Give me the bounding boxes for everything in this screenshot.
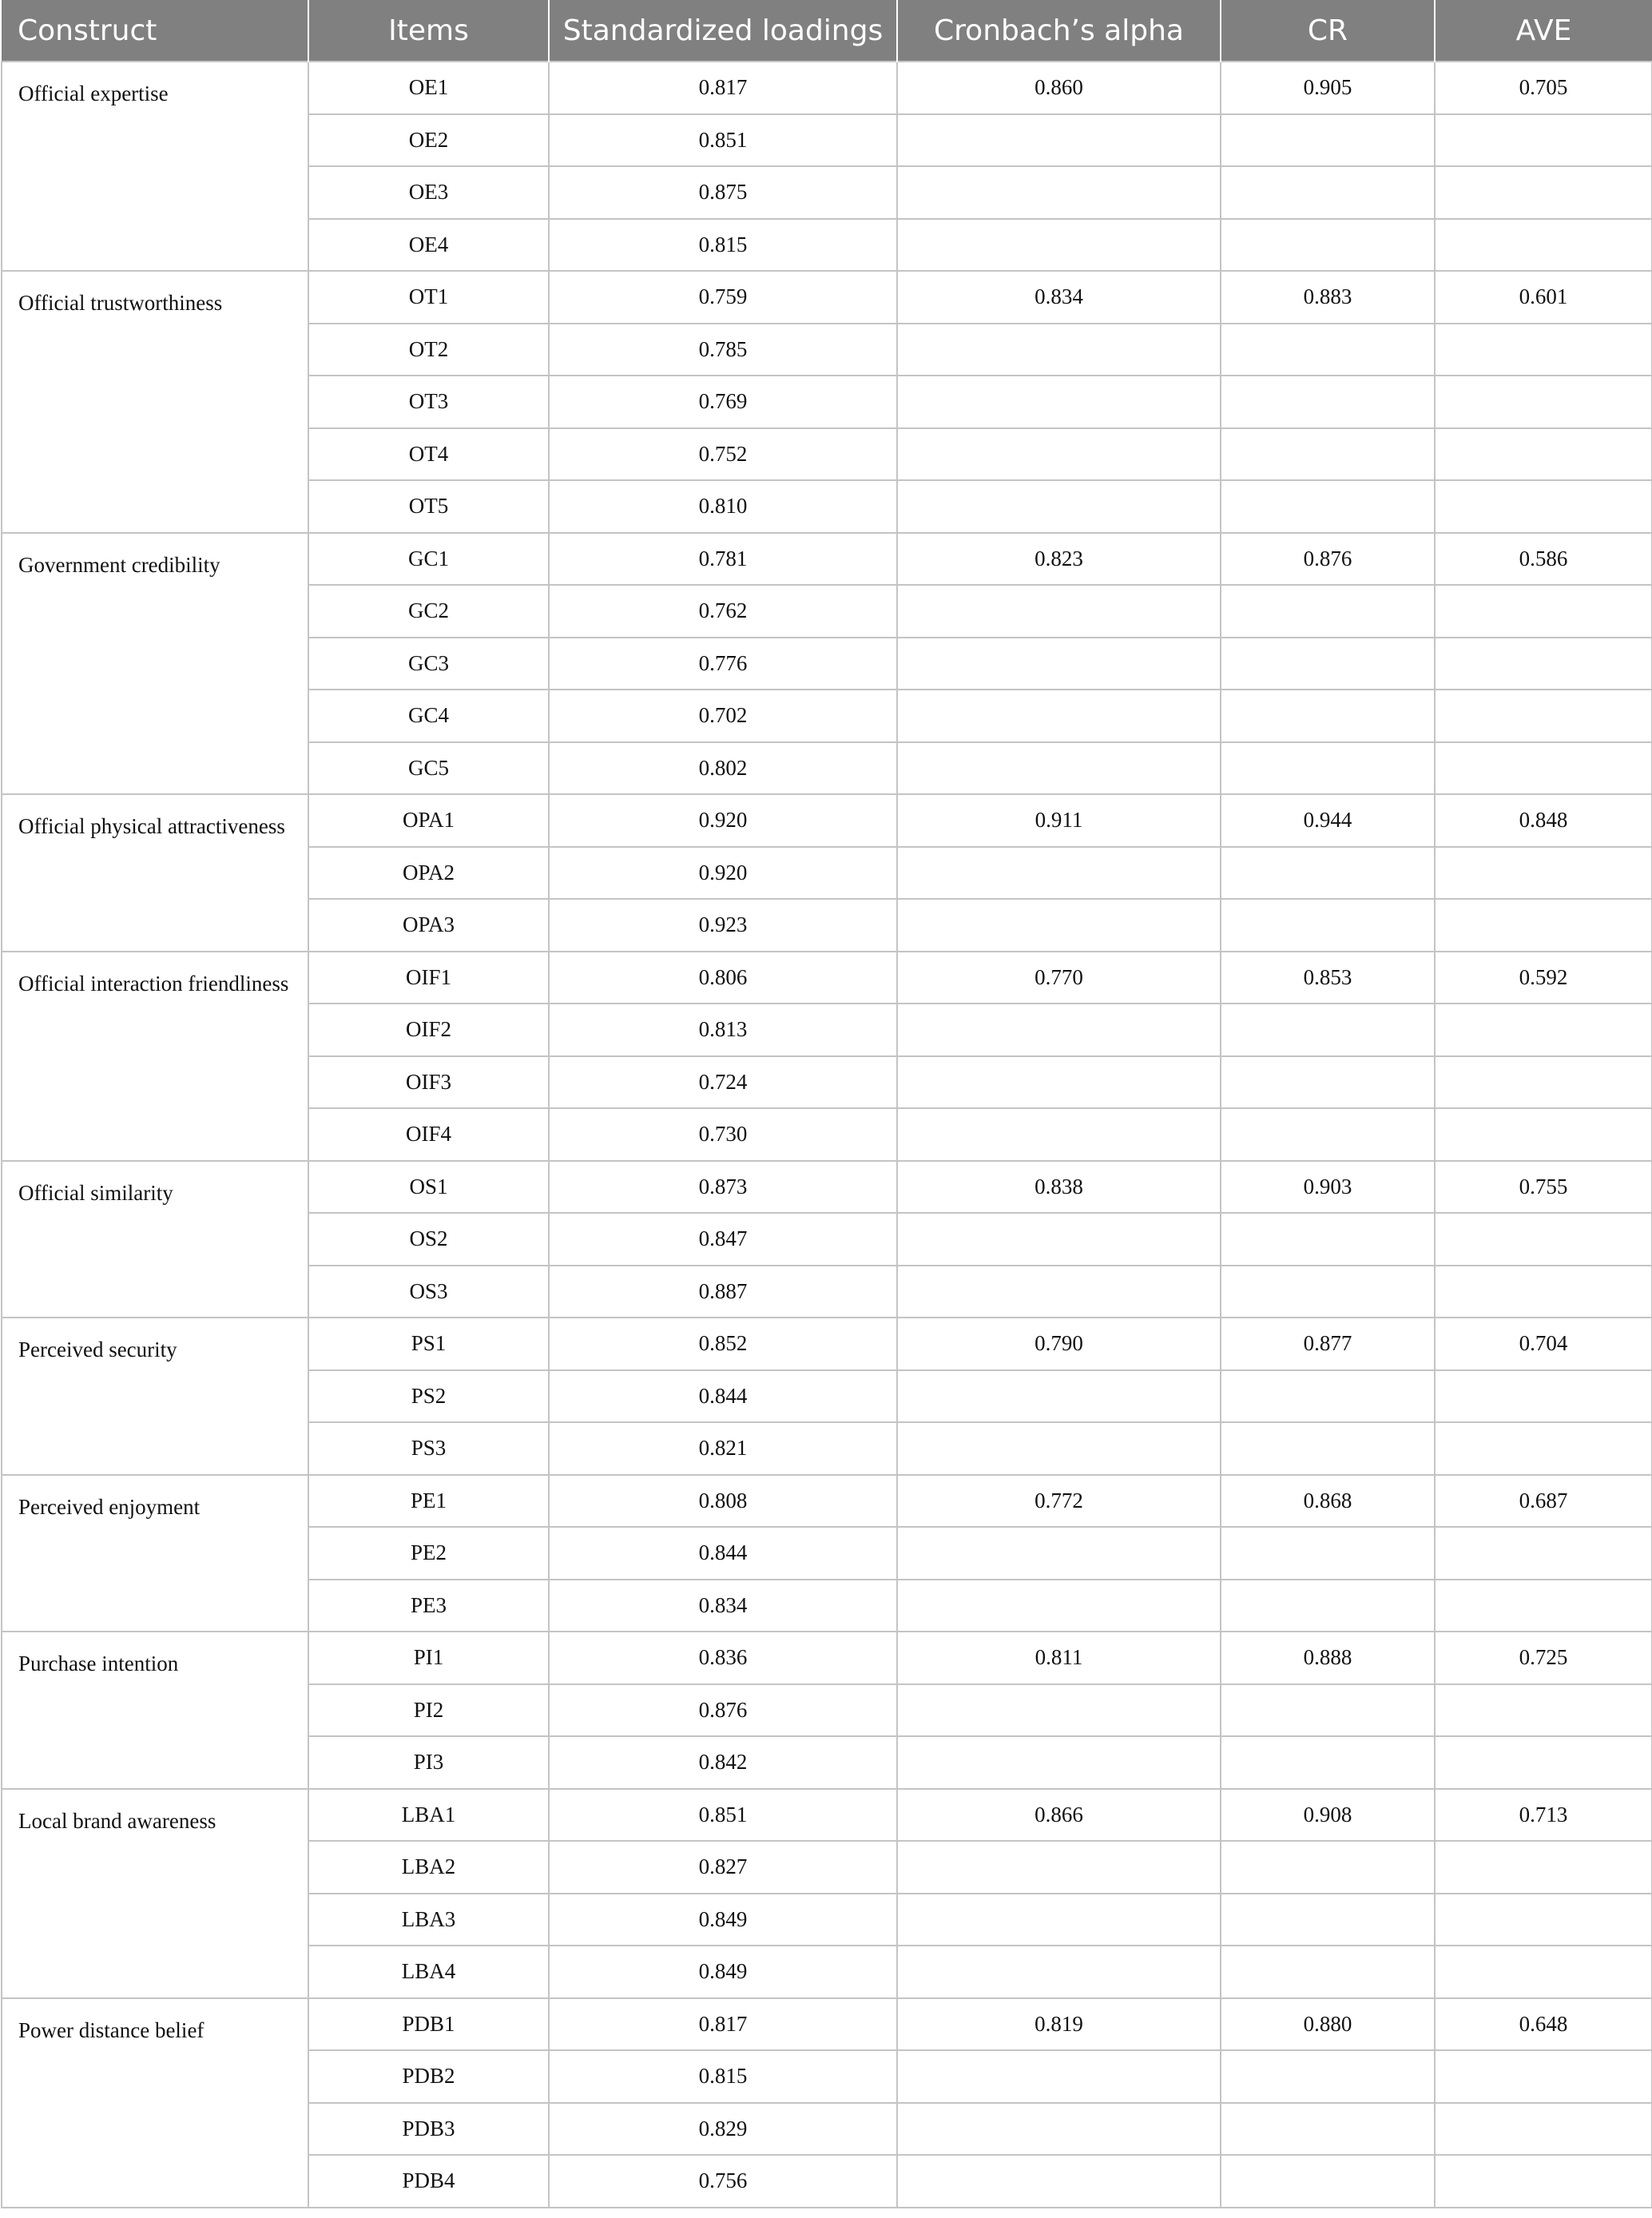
loading-cell: 0.815 — [549, 2050, 897, 2103]
ave-cell: 0.648 — [1435, 1998, 1652, 2051]
loading-cell: 0.806 — [549, 952, 897, 1004]
table-row — [2, 952, 1652, 1004]
ave-cell-empty — [1435, 1370, 1652, 1423]
loading-cell: 0.802 — [549, 742, 897, 795]
loading-cell: 0.702 — [549, 690, 897, 742]
construct-cell — [2, 1475, 308, 1632]
alpha-cell-empty — [897, 585, 1221, 638]
item-cell: PS1 — [308, 1318, 549, 1370]
item-cell: OT3 — [308, 376, 549, 428]
ave-cell: 0.592 — [1435, 952, 1652, 1004]
ave-cell-empty — [1435, 2155, 1652, 2208]
construct-label: Perceived security — [18, 1338, 177, 1361]
header-cronbachs-alpha: Cronbach’s alpha — [897, 0, 1221, 62]
loading-cell: 0.815 — [549, 219, 897, 272]
loading-cell: 0.769 — [549, 376, 897, 428]
loading-cell: 0.851 — [549, 114, 897, 167]
construct-cell — [2, 794, 308, 952]
alpha-cell-empty — [897, 2103, 1221, 2156]
item-cell: PE2 — [308, 1527, 549, 1580]
cr-cell-empty — [1221, 480, 1435, 533]
loading-cell: 0.817 — [549, 62, 897, 114]
item-cell: PS2 — [308, 1370, 549, 1423]
cr-cell-empty — [1221, 690, 1435, 742]
loading-cell: 0.827 — [549, 1841, 897, 1894]
measurement-model-table — [1, 0, 1652, 2208]
item-cell: PDB3 — [308, 2103, 549, 2156]
item-cell: OE1 — [308, 62, 549, 114]
table-row — [2, 1632, 1652, 1684]
loading-cell: 0.875 — [549, 166, 897, 219]
item-cell: LBA1 — [308, 1789, 549, 1842]
cr-cell-empty — [1221, 166, 1435, 219]
alpha-cell-empty — [897, 1946, 1221, 1998]
loading-cell: 0.752 — [549, 428, 897, 481]
construct-label: Official expertise — [18, 81, 169, 105]
header-cr: CR — [1221, 0, 1435, 62]
table-row — [2, 533, 1652, 586]
construct-cell — [2, 1318, 308, 1475]
item-cell: PI1 — [308, 1632, 549, 1684]
alpha-cell-empty — [897, 1266, 1221, 1318]
alpha-cell-empty — [897, 1736, 1221, 1789]
ave-cell-empty — [1435, 1946, 1652, 1998]
loading-cell: 0.808 — [549, 1475, 897, 1528]
construct-label: Official trustworthiness — [18, 291, 223, 315]
ave-cell-empty — [1435, 1266, 1652, 1318]
cr-cell-empty — [1221, 1370, 1435, 1423]
cr-cell-empty — [1221, 428, 1435, 481]
alpha-cell-empty — [897, 2050, 1221, 2103]
item-cell: GC5 — [308, 742, 549, 795]
cr-cell-empty — [1221, 114, 1435, 167]
ave-cell-empty — [1435, 638, 1652, 690]
ave-cell-empty — [1435, 2050, 1652, 2103]
loading-cell: 0.785 — [549, 324, 897, 376]
construct-label: Local brand awareness — [18, 1808, 216, 1833]
alpha-cell: 0.838 — [897, 1161, 1221, 1214]
ave-cell-empty — [1435, 324, 1652, 376]
alpha-cell: 0.790 — [897, 1318, 1221, 1370]
table-body — [2, 62, 1652, 2208]
ave-cell-empty — [1435, 1108, 1652, 1161]
alpha-cell: 0.823 — [897, 533, 1221, 586]
cr-cell-empty — [1221, 1946, 1435, 1998]
loading-cell: 0.730 — [549, 1108, 897, 1161]
cr-cell-empty — [1221, 899, 1435, 952]
alpha-cell-empty — [897, 1056, 1221, 1109]
item-cell: OT4 — [308, 428, 549, 481]
loading-cell: 0.829 — [549, 2103, 897, 2156]
construct-label: Purchase intention — [18, 1652, 179, 1675]
ave-cell: 0.725 — [1435, 1632, 1652, 1684]
alpha-cell-empty — [897, 1422, 1221, 1475]
loading-cell: 0.887 — [549, 1266, 897, 1318]
item-cell: PI2 — [308, 1684, 549, 1737]
table-row — [2, 1998, 1652, 2051]
loading-cell: 0.813 — [549, 1004, 897, 1056]
construct-label: Perceived enjoyment — [18, 1494, 201, 1519]
item-cell: OIF1 — [308, 952, 549, 1004]
ave-cell-empty — [1435, 480, 1652, 533]
loading-cell: 0.873 — [549, 1161, 897, 1214]
item-cell: OPA3 — [308, 899, 549, 952]
alpha-cell-empty — [897, 219, 1221, 272]
ave-cell-empty — [1435, 1527, 1652, 1580]
alpha-cell-empty — [897, 428, 1221, 481]
alpha-cell-empty — [897, 1213, 1221, 1266]
alpha-cell-empty — [897, 166, 1221, 219]
cr-cell-empty — [1221, 847, 1435, 900]
alpha-cell: 0.770 — [897, 952, 1221, 1004]
construct-label: Official similarity — [18, 1180, 173, 1205]
item-cell: PI3 — [308, 1736, 549, 1789]
loading-cell: 0.756 — [549, 2155, 897, 2208]
alpha-cell: 0.911 — [897, 794, 1221, 847]
loading-cell: 0.844 — [549, 1527, 897, 1580]
item-cell: PE1 — [308, 1475, 549, 1528]
item-cell: OT5 — [308, 480, 549, 533]
alpha-cell-empty — [897, 114, 1221, 167]
ave-cell: 0.705 — [1435, 62, 1652, 114]
ave-cell-empty — [1435, 1056, 1652, 1109]
loading-cell: 0.776 — [549, 638, 897, 690]
loading-cell: 0.844 — [549, 1370, 897, 1423]
loading-cell: 0.821 — [549, 1422, 897, 1475]
loading-cell: 0.842 — [549, 1736, 897, 1789]
cr-cell-empty — [1221, 742, 1435, 795]
table-row — [2, 794, 1652, 847]
table-row — [2, 271, 1652, 324]
item-cell: PE3 — [308, 1580, 549, 1632]
ave-cell-empty — [1435, 1004, 1652, 1056]
cr-cell: 0.908 — [1221, 1789, 1435, 1842]
cr-cell: 0.877 — [1221, 1318, 1435, 1370]
ave-cell-empty — [1435, 1213, 1652, 1266]
loading-cell: 0.724 — [549, 1056, 897, 1109]
cr-cell-empty — [1221, 1056, 1435, 1109]
ave-cell-empty — [1435, 690, 1652, 742]
alpha-cell: 0.860 — [897, 62, 1221, 114]
cr-cell: 0.903 — [1221, 1161, 1435, 1214]
item-cell: OE2 — [308, 114, 549, 167]
ave-cell-empty — [1435, 585, 1652, 638]
alpha-cell-empty — [897, 1527, 1221, 1580]
alpha-cell-empty — [897, 324, 1221, 376]
alpha-cell-empty — [897, 742, 1221, 795]
loading-cell: 0.876 — [549, 1684, 897, 1737]
construct-cell — [2, 271, 308, 533]
ave-cell-empty — [1435, 742, 1652, 795]
ave-cell-empty — [1435, 1684, 1652, 1737]
construct-label: Official physical attractiveness — [18, 814, 285, 838]
header-items: Items — [308, 0, 549, 62]
ave-cell-empty — [1435, 1736, 1652, 1789]
cr-cell-empty — [1221, 638, 1435, 690]
alpha-cell: 0.834 — [897, 271, 1221, 324]
item-cell: OS1 — [308, 1161, 549, 1214]
alpha-cell: 0.772 — [897, 1475, 1221, 1528]
loading-cell: 0.849 — [549, 1946, 897, 1998]
item-cell: OT2 — [308, 324, 549, 376]
cr-cell-empty — [1221, 2155, 1435, 2208]
cr-cell-empty — [1221, 585, 1435, 638]
construct-label: Power distance belief — [18, 2017, 205, 2042]
table-row — [2, 1161, 1652, 1214]
item-cell: PDB2 — [308, 2050, 549, 2103]
cr-cell-empty — [1221, 1266, 1435, 1318]
construct-label: Official interaction friendliness — [18, 971, 289, 996]
alpha-cell-empty — [897, 1108, 1221, 1161]
construct-label: Government credibility — [18, 552, 220, 577]
item-cell: GC3 — [308, 638, 549, 690]
cr-cell-empty — [1221, 219, 1435, 272]
alpha-cell: 0.819 — [897, 1998, 1221, 2051]
alpha-cell-empty — [897, 847, 1221, 900]
ave-cell-empty — [1435, 428, 1652, 481]
loading-cell: 0.817 — [549, 1998, 897, 2051]
ave-cell: 0.755 — [1435, 1161, 1652, 1214]
item-cell: PDB1 — [308, 1998, 549, 2051]
item-cell: OPA1 — [308, 794, 549, 847]
alpha-cell-empty — [897, 1894, 1221, 1946]
ave-cell-empty — [1435, 166, 1652, 219]
loading-cell: 0.920 — [549, 847, 897, 900]
ave-cell-empty — [1435, 114, 1652, 167]
cr-cell: 0.880 — [1221, 1998, 1435, 2051]
ave-cell-empty — [1435, 1580, 1652, 1632]
alpha-cell: 0.866 — [897, 1789, 1221, 1842]
ave-cell-empty — [1435, 376, 1652, 428]
construct-cell — [2, 533, 308, 795]
alpha-cell: 0.811 — [897, 1632, 1221, 1684]
item-cell: LBA3 — [308, 1894, 549, 1946]
ave-cell-empty — [1435, 1894, 1652, 1946]
cr-cell-empty — [1221, 1213, 1435, 1266]
item-cell: OIF3 — [308, 1056, 549, 1109]
item-cell: OS3 — [308, 1266, 549, 1318]
ave-cell: 0.713 — [1435, 1789, 1652, 1842]
loading-cell: 0.852 — [549, 1318, 897, 1370]
alpha-cell-empty — [897, 1841, 1221, 1894]
cr-cell-empty — [1221, 2103, 1435, 2156]
ave-cell-empty — [1435, 2103, 1652, 2156]
alpha-cell-empty — [897, 638, 1221, 690]
cr-cell-empty — [1221, 1527, 1435, 1580]
item-cell: PDB4 — [308, 2155, 549, 2208]
alpha-cell-empty — [897, 1370, 1221, 1423]
loading-cell: 0.762 — [549, 585, 897, 638]
construct-cell — [2, 62, 308, 271]
item-cell: OIF4 — [308, 1108, 549, 1161]
item-cell: LBA2 — [308, 1841, 549, 1894]
construct-cell — [2, 1998, 308, 2208]
cr-cell-empty — [1221, 1894, 1435, 1946]
cr-cell: 0.853 — [1221, 952, 1435, 1004]
construct-cell — [2, 1789, 308, 1998]
alpha-cell-empty — [897, 376, 1221, 428]
cr-cell: 0.888 — [1221, 1632, 1435, 1684]
item-cell: OPA2 — [308, 847, 549, 900]
loading-cell: 0.851 — [549, 1789, 897, 1842]
item-cell: OS2 — [308, 1213, 549, 1266]
alpha-cell-empty — [897, 1004, 1221, 1056]
loading-cell: 0.923 — [549, 899, 897, 952]
ave-cell: 0.848 — [1435, 794, 1652, 847]
ave-cell: 0.704 — [1435, 1318, 1652, 1370]
ave-cell-empty — [1435, 1841, 1652, 1894]
header-construct: Construct — [2, 0, 308, 62]
alpha-cell-empty — [897, 480, 1221, 533]
cr-cell-empty — [1221, 1736, 1435, 1789]
table-row — [2, 1789, 1652, 1842]
loading-cell: 0.781 — [549, 533, 897, 586]
loading-cell: 0.836 — [549, 1632, 897, 1684]
ave-cell-empty — [1435, 219, 1652, 272]
header-ave: AVE — [1435, 0, 1652, 62]
item-cell: PS3 — [308, 1422, 549, 1475]
loading-cell: 0.834 — [549, 1580, 897, 1632]
cr-cell-empty — [1221, 1580, 1435, 1632]
cr-cell-empty — [1221, 324, 1435, 376]
item-cell: GC2 — [308, 585, 549, 638]
cr-cell: 0.868 — [1221, 1475, 1435, 1528]
alpha-cell-empty — [897, 1580, 1221, 1632]
item-cell: OE4 — [308, 219, 549, 272]
table-row — [2, 1475, 1652, 1528]
cr-cell: 0.876 — [1221, 533, 1435, 586]
construct-cell — [2, 952, 308, 1161]
cr-cell-empty — [1221, 1422, 1435, 1475]
cr-cell-empty — [1221, 376, 1435, 428]
loading-cell: 0.847 — [549, 1213, 897, 1266]
item-cell: OT1 — [308, 271, 549, 324]
alpha-cell-empty — [897, 1684, 1221, 1737]
alpha-cell-empty — [897, 690, 1221, 742]
header-standardized-loadings: Standardized loadings — [549, 0, 897, 62]
cr-cell-empty — [1221, 1841, 1435, 1894]
cr-cell-empty — [1221, 2050, 1435, 2103]
construct-cell — [2, 1161, 308, 1318]
item-cell: LBA4 — [308, 1946, 549, 1998]
table-row — [2, 62, 1652, 114]
ave-cell: 0.601 — [1435, 271, 1652, 324]
loading-cell: 0.759 — [549, 271, 897, 324]
cr-cell: 0.883 — [1221, 271, 1435, 324]
ave-cell-empty — [1435, 899, 1652, 952]
alpha-cell-empty — [897, 899, 1221, 952]
cr-cell-empty — [1221, 1108, 1435, 1161]
cr-cell: 0.944 — [1221, 794, 1435, 847]
ave-cell-empty — [1435, 847, 1652, 900]
header-row — [2, 0, 1652, 62]
item-cell: GC1 — [308, 533, 549, 586]
loading-cell: 0.810 — [549, 480, 897, 533]
table-header — [2, 0, 1652, 62]
ave-cell-empty — [1435, 1422, 1652, 1475]
cr-cell: 0.905 — [1221, 62, 1435, 114]
item-cell: GC4 — [308, 690, 549, 742]
table-row — [2, 1318, 1652, 1370]
cr-cell-empty — [1221, 1684, 1435, 1737]
loading-cell: 0.920 — [549, 794, 897, 847]
alpha-cell-empty — [897, 2155, 1221, 2208]
loading-cell: 0.849 — [549, 1894, 897, 1946]
item-cell: OE3 — [308, 166, 549, 219]
cr-cell-empty — [1221, 1004, 1435, 1056]
item-cell: OIF2 — [308, 1004, 549, 1056]
ave-cell: 0.586 — [1435, 533, 1652, 586]
ave-cell: 0.687 — [1435, 1475, 1652, 1528]
construct-cell — [2, 1632, 308, 1789]
